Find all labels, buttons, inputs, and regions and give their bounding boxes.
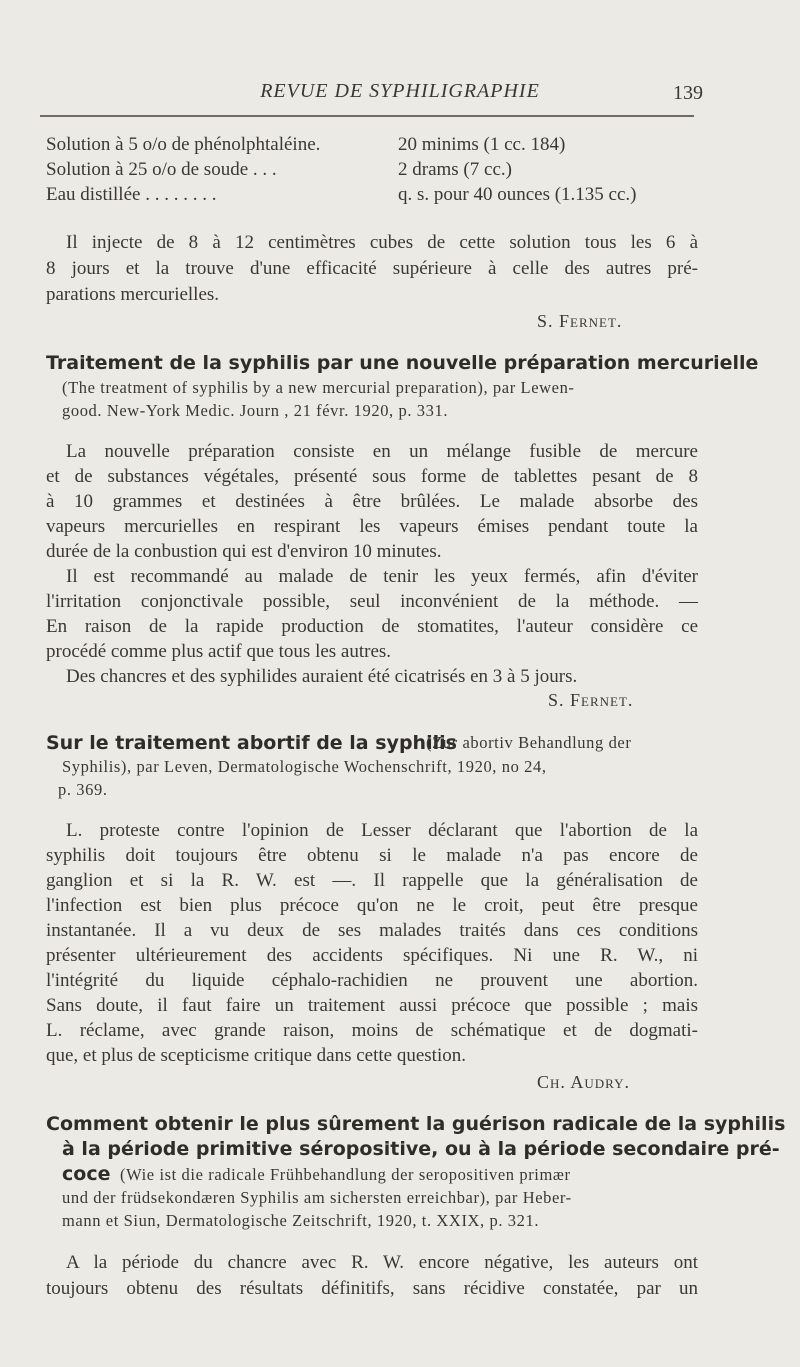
article-reference: good. New-York Medic. Journ , 21 févr. 1920, p. 331.	[62, 401, 449, 420]
paragraph-line: Des chancres et des syphilides auraient été cicatrisés en 3 à 5 jours.	[66, 666, 578, 687]
article-reference: (Wie ist die radicale Frühbehandlung der seropositiven primær	[120, 1165, 571, 1184]
formula-ingredient: Eau distillée . . . . . . . .	[46, 184, 217, 205]
paragraph-line: La nouvelle préparation consiste en un mélange fusible de mercure	[66, 441, 698, 462]
paragraph-line: et de substances végétales, présenté sous forme de tablettes pesant de 8	[46, 466, 698, 487]
paragraph-line: présenter ultérieurement des accidents spécifiques. Ni une R. W., ni	[46, 945, 698, 966]
paragraph-line: 8 jours et la trouve d'une efficacité supérieure à celle des autres pré-	[46, 258, 698, 279]
paragraph-line: L. proteste contre l'opinion de Lesser déclarant que l'abortion de la	[66, 820, 698, 841]
signature: Ch. Audry.	[537, 1072, 631, 1092]
article-reference: (The treatment of syphilis by a new mercurial preparation), par Lewen-	[62, 378, 575, 397]
paragraph-line: L. réclame, avec grande raison, moins de schématique et de dogmati-	[46, 1020, 698, 1041]
paragraph-line: à 10 grammes et destinées à être brûlées. Le malade absorbe des	[46, 491, 698, 512]
article-title: à la période primitive séropositive, ou à la période secondaire pré-	[62, 1138, 780, 1160]
formula-quantity: q. s. pour 40 ounces (1.135 cc.)	[398, 184, 637, 205]
formula-quantity: 2 drams (7 cc.)	[398, 159, 512, 180]
header-rule	[40, 115, 694, 117]
paragraph-line: l'infection est bien plus précoce qu'on ne le croit, peut être presque	[46, 895, 698, 916]
formula-quantity: 20 minims (1 cc. 184)	[398, 134, 566, 155]
paragraph-line: Il est recommandé au malade de tenir les yeux fermés, afin d'éviter	[66, 566, 698, 587]
article-reference: p. 369.	[58, 780, 108, 799]
article-title: Traitement de la syphilis par une nouvelle préparation mercurielle	[46, 352, 759, 374]
paragraph-line: procédé comme plus actif que tous les autres.	[46, 641, 392, 662]
signature: S. Fernet.	[548, 690, 634, 710]
article-title: coce	[62, 1163, 111, 1185]
article-reference: Syphilis), par Leven, Dermatologische Wochenschrift, 1920, no 24,	[62, 757, 547, 776]
signature: S. Fernet.	[537, 311, 623, 331]
paragraph-line: toujours obtenu des résultats définitifs, sans récidive constatée, par un	[46, 1278, 698, 1299]
paragraph-line: Sans doute, il faut faire un traitement aussi précoce que possible ; mais	[46, 995, 698, 1016]
running-title: REVUE DE SYPHILIGRAPHIE	[260, 80, 540, 102]
article-reference: mann et Siun, Dermatologische Zeitschrift, 1920, t. XXIX, p. 321.	[62, 1211, 540, 1230]
paragraph-line: l'irritation conjonctivale possible, seul inconvénient de la méthode. —	[46, 591, 698, 612]
page-number: 139	[673, 82, 703, 104]
article-reference: und der früdsekondæren Syphilis am sichersten erreichbar), par Heber-	[62, 1188, 572, 1207]
paragraph-line: parations mercurielles.	[46, 284, 220, 305]
article-reference: (Zur abortiv Behandlung der	[426, 733, 632, 752]
paragraph-line: A la période du chancre avec R. W. encore négative, les auteurs ont	[66, 1252, 698, 1273]
paragraph-line: Il injecte de 8 à 12 centimètres cubes de cette solution tous les 6 à	[66, 232, 698, 253]
formula-ingredient: Solution à 25 o/o de soude . . .	[46, 159, 277, 180]
paragraph-line: vapeurs mercurielles en respirant les vapeurs émises pendant toute la	[46, 516, 698, 537]
paragraph-line: ganglion et si la R. W. est —. Il rappelle que la généralisation de	[46, 870, 698, 891]
formula-ingredient: Solution à 5 o/o de phénolphtaléine.	[46, 134, 321, 155]
paragraph-line: durée de la conbustion qui est d'environ 10 minutes.	[46, 541, 442, 562]
article-title: Sur le traitement abortif de la syphilis	[46, 732, 457, 754]
paragraph-line: syphilis doit toujours être obtenu si le malade n'a pas encore de	[46, 845, 698, 866]
paragraph-line: En raison de la rapide production de stomatites, l'auteur considère ce	[46, 616, 698, 637]
paragraph-line: instantanée. Il a vu deux de ses malades traités dans ces conditions	[46, 920, 698, 941]
paragraph-line: que, et plus de scepticisme critique dans cette question.	[46, 1045, 466, 1066]
paragraph-line: l'intégrité du liquide céphalo-rachidien ne prouvent une abortion.	[46, 970, 698, 991]
article-title: Comment obtenir le plus sûrement la guérison radicale de la syphilis	[46, 1113, 786, 1135]
